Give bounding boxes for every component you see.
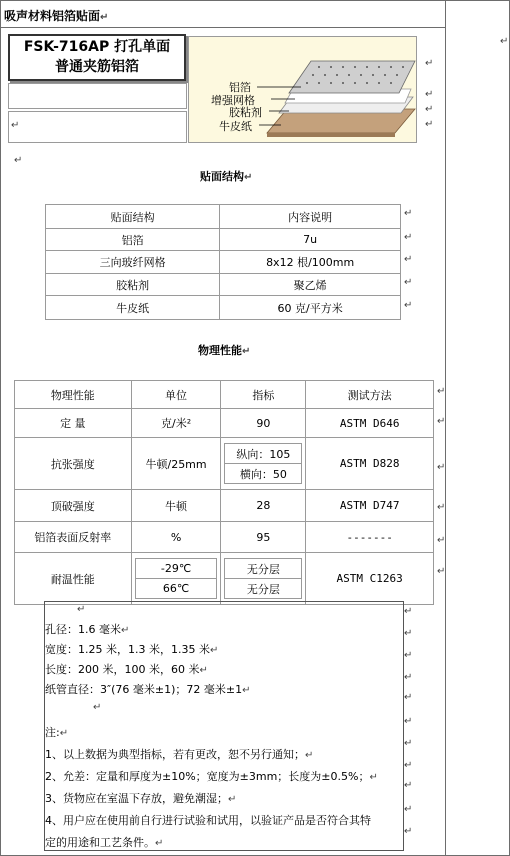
- notes-items: [45, 744, 403, 854]
- header-cell: 指标: [221, 381, 306, 409]
- header-bottom-line: [0, 27, 446, 28]
- structure-item: 铝箔: [46, 229, 220, 251]
- property-name: 铝箔表面反射率: [15, 522, 132, 553]
- table-row: [15, 522, 434, 553]
- return-mark: ↵: [425, 119, 434, 130]
- property-method: ASTM D747: [306, 490, 434, 522]
- property-value: 无分层: [225, 579, 302, 599]
- diagram-label-kraft: 牛皮纸: [219, 120, 252, 133]
- properties-header-row: [15, 381, 434, 409]
- return-mark: ↵: [500, 36, 509, 47]
- product-title-box: [8, 34, 186, 81]
- header-cell: 测试方法: [306, 381, 434, 409]
- return-mark: ↵: [404, 277, 413, 288]
- structure-description: 8x12 根/100mm: [220, 251, 401, 274]
- structure-item: 贴面结构: [46, 205, 220, 229]
- property-value: 纵向：105: [225, 444, 302, 464]
- return-mark: ↵: [437, 502, 446, 513]
- property-unit: 66℃: [135, 579, 217, 599]
- return-mark: ↵: [425, 89, 434, 100]
- empty-box-2: ↵: [8, 111, 187, 143]
- table-row: [15, 438, 434, 490]
- notes-spec-lines: [45, 620, 403, 700]
- structure-description: 60 克/平方米: [220, 296, 401, 320]
- notes-line: 长度：200 米，100 米，60 米↵: [45, 663, 208, 676]
- notes-title: 注:↵: [45, 726, 69, 739]
- property-value: 28: [221, 490, 306, 522]
- right-column-divider: [445, 0, 446, 856]
- table-row: [46, 274, 401, 296]
- structure-heading: 贴面结构↵: [200, 170, 253, 183]
- return-mark: ↵: [437, 535, 446, 546]
- return-mark: ↵: [404, 232, 413, 243]
- return-mark: ↵: [14, 155, 23, 166]
- property-value: 无分层: [225, 559, 302, 579]
- notes-line: 纸管直径：3″(76 毫米±1)；72 毫米±1↵: [45, 683, 251, 696]
- structure-description: 聚乙烯: [220, 274, 401, 296]
- empty-box-1: [8, 83, 187, 109]
- structure-item: 牛皮纸: [46, 296, 220, 320]
- diagram-label-grid: 增强网格: [211, 94, 255, 107]
- properties-table: [14, 380, 434, 605]
- header-cell: 单位: [131, 381, 221, 409]
- property-unit-nested: [131, 553, 221, 605]
- notes-spacer: ↵: [77, 604, 86, 615]
- return-mark: ↵: [404, 672, 413, 683]
- return-mark: ↵: [437, 386, 446, 397]
- header-cell: 物理性能: [15, 381, 132, 409]
- structure-header-row: [46, 205, 401, 229]
- return-mark: ↵: [404, 300, 413, 311]
- return-mark: ↵: [404, 804, 413, 815]
- property-unit: -29℃: [135, 559, 217, 579]
- return-mark: ↵: [425, 104, 434, 115]
- properties-heading: 物理性能↵: [198, 344, 251, 357]
- structure-item: 胶粘剂: [46, 274, 220, 296]
- table-row: [15, 490, 434, 522]
- return-mark: ↵: [404, 738, 413, 749]
- return-mark: ↵: [404, 780, 413, 791]
- notes-item: 1、以上数据为典型指标，若有更改，恕不另行通知；↵: [45, 748, 314, 761]
- diagram-label-foil: 铝箔: [229, 81, 251, 94]
- notes-spacer: ↵: [93, 702, 102, 713]
- property-value-nested: [221, 553, 306, 605]
- table-row: [46, 229, 401, 251]
- page-title: 吸声材料铝箔贴面↵: [4, 9, 109, 23]
- return-mark: ↵: [404, 826, 413, 837]
- property-method: ASTM C1263: [306, 553, 434, 605]
- structure-table: [45, 204, 401, 320]
- property-method: -------: [306, 522, 434, 553]
- property-method: ASTM D646: [306, 409, 434, 438]
- notes-box: [44, 601, 404, 851]
- notes-line: 宽度：1.25 米，1.3 米，1.35 米↵: [45, 643, 219, 656]
- diagram-label-adhesive: 胶粘剂: [229, 106, 262, 119]
- return-mark: ↵: [404, 254, 413, 265]
- table-row: [15, 409, 434, 438]
- return-mark: ↵: [437, 566, 446, 577]
- notes-item: 2、允差：定量和厚度为±10%；宽度为±3mm；长度为±0.5%；↵: [45, 770, 378, 783]
- property-value: 横向：50: [225, 464, 302, 484]
- return-mark: ↵: [404, 760, 413, 771]
- structure-description: 内容说明: [220, 205, 401, 229]
- notes-item: 3、货物应在室温下存放，避免潮湿；↵: [45, 792, 237, 805]
- structure-description: 7u: [220, 229, 401, 251]
- property-method: ASTM D828: [306, 438, 434, 490]
- notes-item: 定的用途和工艺条件。↵: [45, 836, 164, 849]
- return-mark: ↵: [404, 692, 413, 703]
- return-mark: ↵: [437, 462, 446, 473]
- return-mark: ↵: [404, 716, 413, 727]
- return-mark: ↵: [404, 208, 413, 219]
- property-unit: 克/米²: [131, 409, 221, 438]
- property-name: 抗张强度: [15, 438, 132, 490]
- return-mark: ↵: [437, 416, 446, 427]
- table-row: [15, 553, 434, 605]
- return-mark: ↵: [425, 58, 434, 69]
- property-unit: %: [131, 522, 221, 553]
- table-row: [46, 296, 401, 320]
- table-row: [46, 251, 401, 274]
- property-name: 定 量: [15, 409, 132, 438]
- material-diagram: [188, 36, 417, 143]
- notes-line: 孔径：1.6 毫米↵: [45, 623, 130, 636]
- property-value-nested: [221, 438, 306, 490]
- product-title-line2: 普通夹筋铝箔: [55, 59, 139, 75]
- property-unit: 牛顿/25mm: [131, 438, 221, 490]
- property-name: 顶破强度: [15, 490, 132, 522]
- return-mark: ↵: [404, 628, 413, 639]
- property-value: 95: [221, 522, 306, 553]
- return-mark: ↵: [404, 650, 413, 661]
- property-value: 90: [221, 409, 306, 438]
- return-mark: ↵: [404, 606, 413, 617]
- notes-item: 4、用户应在使用前自行进行试验和试用，以验证产品是否符合其特: [45, 814, 371, 827]
- product-title-line1: FSK-716AP 打孔单面: [23, 39, 171, 55]
- property-unit: 牛顿: [131, 490, 221, 522]
- structure-item: 三向玻纤网格: [46, 251, 220, 274]
- property-name: 耐温性能: [15, 553, 132, 605]
